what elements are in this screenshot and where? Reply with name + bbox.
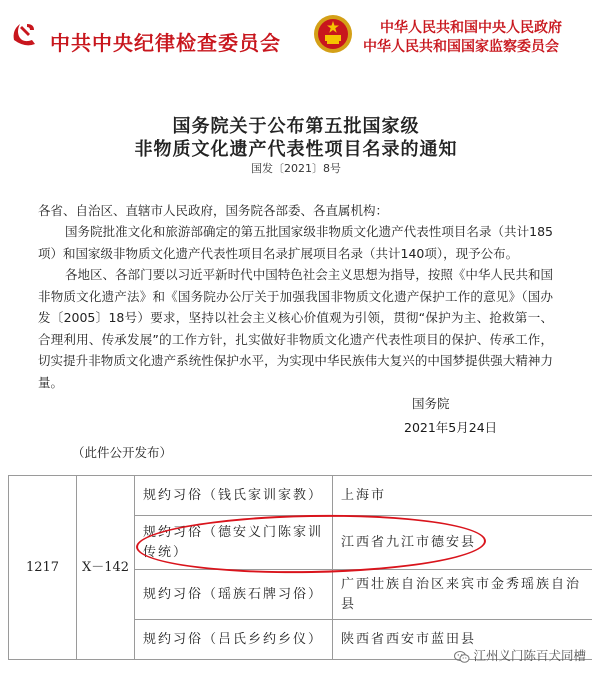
signer: 国务院 (412, 396, 450, 411)
item-name: 规约习俗（德安义门陈家训传统） (135, 516, 333, 570)
paragraph-1: 国务院批准文化和旅游部确定的第五批国家级非物质文化遗产代表性项目名录（共计185项）和国家级非物质文化遗产代表性项目名录扩展项目名录（共计140项），现予公布。 (38, 224, 553, 261)
sign-date: 2021年5月24日 (404, 420, 498, 435)
national-emblem-icon (313, 14, 353, 54)
item-place: 陕西省西安市蓝田县 (333, 620, 592, 660)
item-number: 1217 (9, 476, 77, 660)
item-place: 广西壮族自治区来宾市金秀瑶族自治县 (333, 570, 592, 620)
salutation: 各省、自治区、直辖市人民政府，国务院各部委、各直属机构： (38, 203, 389, 218)
site-header (0, 0, 592, 68)
wechat-icon (454, 650, 470, 664)
item-place: 江西省九江市德安县 (333, 516, 592, 570)
heritage-table (8, 475, 592, 660)
org-name-ccdi: 中共中央纪律检查委员会 (50, 31, 281, 55)
org-name-gov: 中华人民共和国中央人民政府 (380, 20, 562, 36)
item-name: 规约习俗（瑶族石牌习俗） (135, 570, 333, 620)
org-name-nsc: 中华人民共和国国家监察委员会 (363, 39, 559, 55)
item-place: 上海市 (333, 476, 592, 516)
party-emblem-icon (8, 18, 40, 50)
item-code: X－142 (77, 476, 135, 660)
table-row (9, 476, 592, 516)
watermark (454, 646, 586, 664)
notice-title-line1: 国务院关于公布第五批国家级 (172, 116, 420, 137)
notice-title-line2: 非物质文化遗产代表性项目名录的通知 (134, 139, 458, 160)
document-number: 国发〔2021〕8号 (251, 162, 341, 175)
publish-note: （此件公开发布） (72, 445, 173, 460)
paragraph-2: 各地区、各部门要以习近平新时代中国特色社会主义思想为指导，按照《中华人民共和国非物质文化遗产法》和《国务院办公厅关于加强我国非物质文化遗产保护工作的意见》（国办发〔2005〕18号）要求，坚持以社会主义核心价值观为引领，贯彻“保护为主、抢救第一、合理利用、传承发展”的工作方针，扎实做好非物质文化遗产代表性项目的保护、传承工作，切实提升非物质文化遗产系统性保护水平，为实现中华民族伟大复兴的中国梦提供强大精神力量。 (38, 267, 553, 390)
item-name: 规约习俗（吕氏乡约乡仪） (135, 620, 333, 660)
watermark-text: 江州义门陈百犬同槽 (473, 648, 586, 663)
item-name: 规约习俗（钱氏家训家教） (135, 476, 333, 516)
